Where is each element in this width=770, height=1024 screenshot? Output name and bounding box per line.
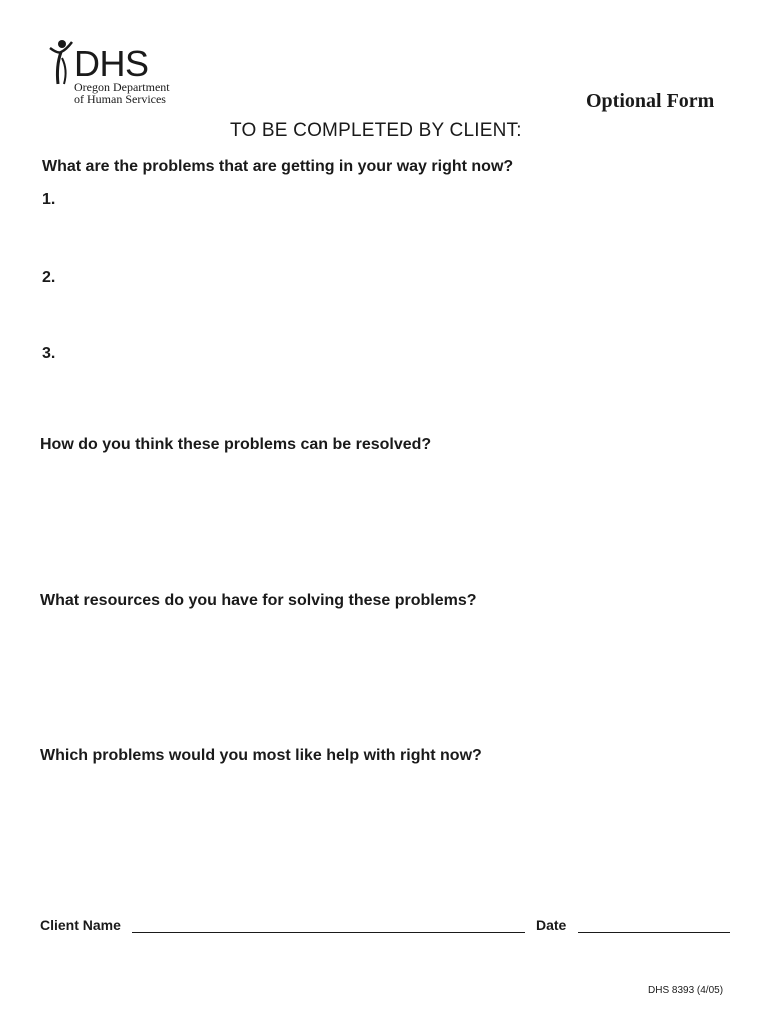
problem-item-1-number: 1. [42,191,56,208]
dhs-logo [44,38,224,113]
problem-item-3-number: 3. [42,345,56,362]
client-name-field[interactable] [132,932,525,933]
question-problems: What are the problems that are getting in your way right now? [42,158,514,175]
logo-line-2: of Human Services [74,92,166,106]
problem-item-2-number: 2. [42,269,56,286]
date-label: Date [536,917,567,933]
logo-subtitle [74,81,170,105]
form-number: DHS 8393 (4/05) [648,985,724,996]
date-field[interactable] [578,932,730,933]
question-resources: What resources do you have for solving these problems? [40,592,477,609]
logo-wordmark: DHS [74,43,149,84]
question-resolution: How do you think these problems can be resolved? [40,436,432,453]
question-help: Which problems would you most like help with right now? [40,747,482,764]
form-heading: TO BE COMPLETED BY CLIENT: [230,120,522,141]
optional-form-label: Optional Form [586,90,715,112]
person-figure-icon [44,38,76,86]
client-name-label: Client Name [40,917,121,933]
logo-line-1: Oregon Department [74,80,170,94]
